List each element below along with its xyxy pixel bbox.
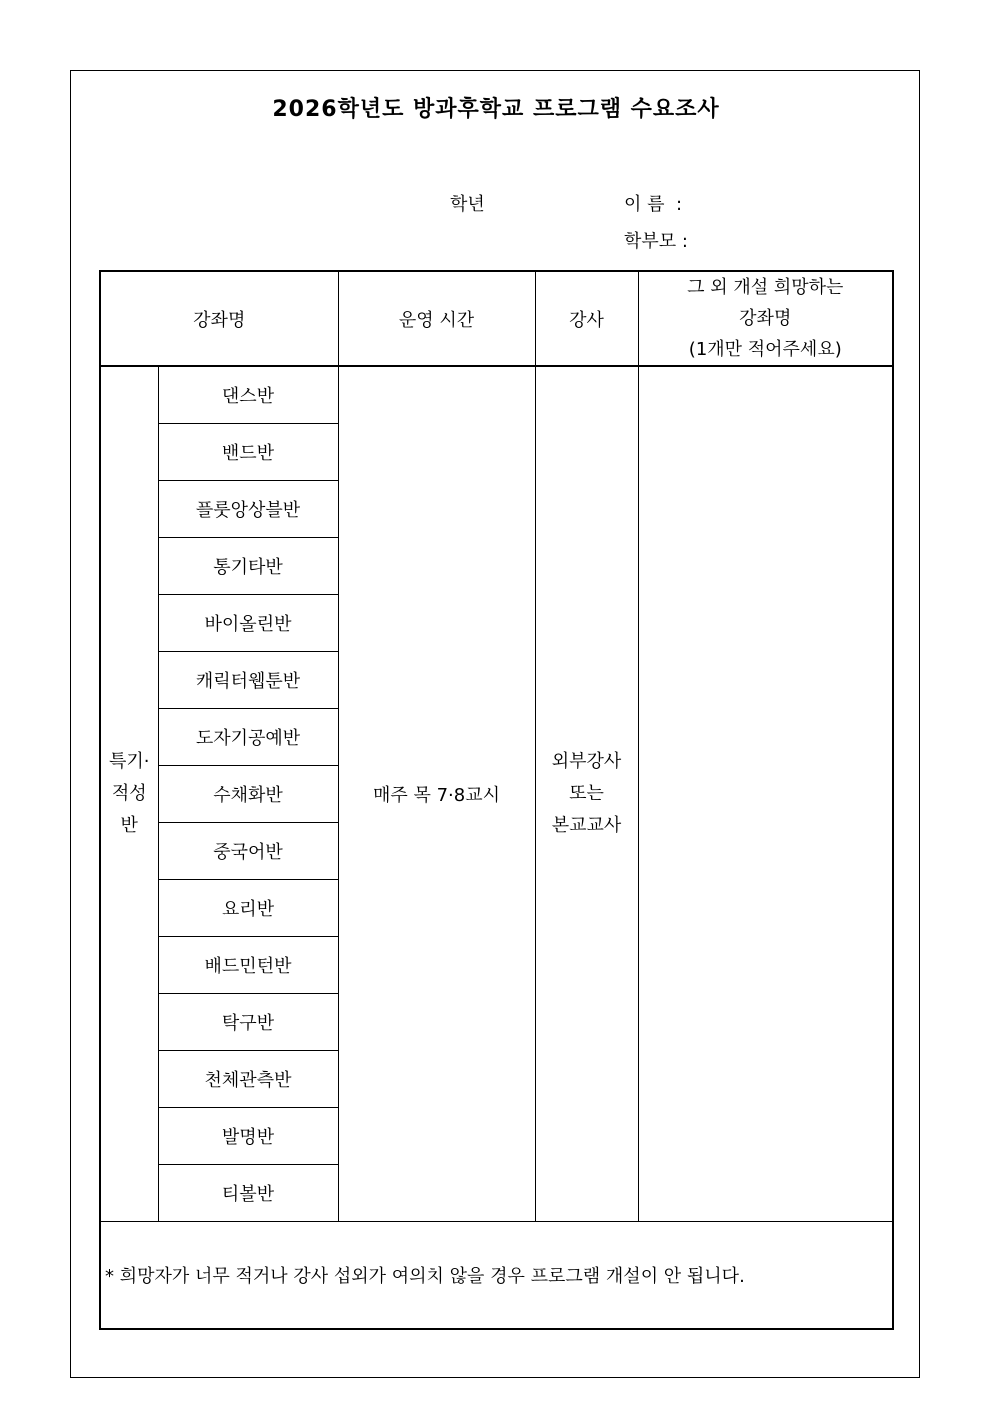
schedule-header: 운영 시간 [338,271,535,366]
instructor-line2: 또는 [569,782,604,804]
name-label: 이 름 : [624,194,683,215]
survey-table [99,270,894,1330]
course-cell: 댄스반 [158,366,338,423]
parent-label: 학부모 : [624,231,688,252]
schedule-cell: 매주 목 7·8교시 [338,366,535,1221]
course-name-header: 강좌명 [100,271,338,366]
other-course-header [638,271,893,366]
note-text: * 희망자가 너무 적거나 강사 섭외가 여의치 않을 경우 프로그램 개설이 안 됩니다. [100,1221,893,1329]
other-course-input-cell[interactable] [638,366,893,1221]
course-cell: 플룻앙상블반 [158,480,338,537]
category-line2: 적성 [111,782,147,804]
course-cell: 탁구반 [158,993,338,1050]
header-row [100,271,893,366]
category-line3: 반 [120,814,138,836]
page-title: 2026학년도 방과후학교 프로그램 수요조사 [272,97,720,122]
course-cell: 중국어반 [158,822,338,879]
category-cell [100,366,158,1221]
course-cell: 요리반 [158,879,338,936]
other-course-header-line1: 그 외 개설 희망하는 [687,277,844,298]
instructor-header: 강사 [535,271,638,366]
note-row [100,1221,893,1329]
other-course-header-line2: 강좌명 [739,308,792,329]
instructor-cell [535,366,638,1221]
course-cell: 통기타반 [158,537,338,594]
course-cell: 발명반 [158,1107,338,1164]
course-cell: 바이올린반 [158,594,338,651]
course-cell: 배드민턴반 [158,936,338,993]
instructor-line3: 본교교사 [551,814,622,836]
table-row [100,366,893,423]
course-cell: 티볼반 [158,1164,338,1221]
instructor-line1: 외부강사 [551,750,622,772]
other-course-header-line3: (1개만 적어주세요) [688,339,842,360]
course-cell: 천체관측반 [158,1050,338,1107]
course-cell: 도자기공예반 [158,708,338,765]
course-cell: 수채화반 [158,765,338,822]
course-cell: 밴드반 [158,423,338,480]
grade-label: 학년 [450,194,485,215]
category-line1: 특기· [109,750,150,772]
course-cell: 캐릭터웹툰반 [158,651,338,708]
